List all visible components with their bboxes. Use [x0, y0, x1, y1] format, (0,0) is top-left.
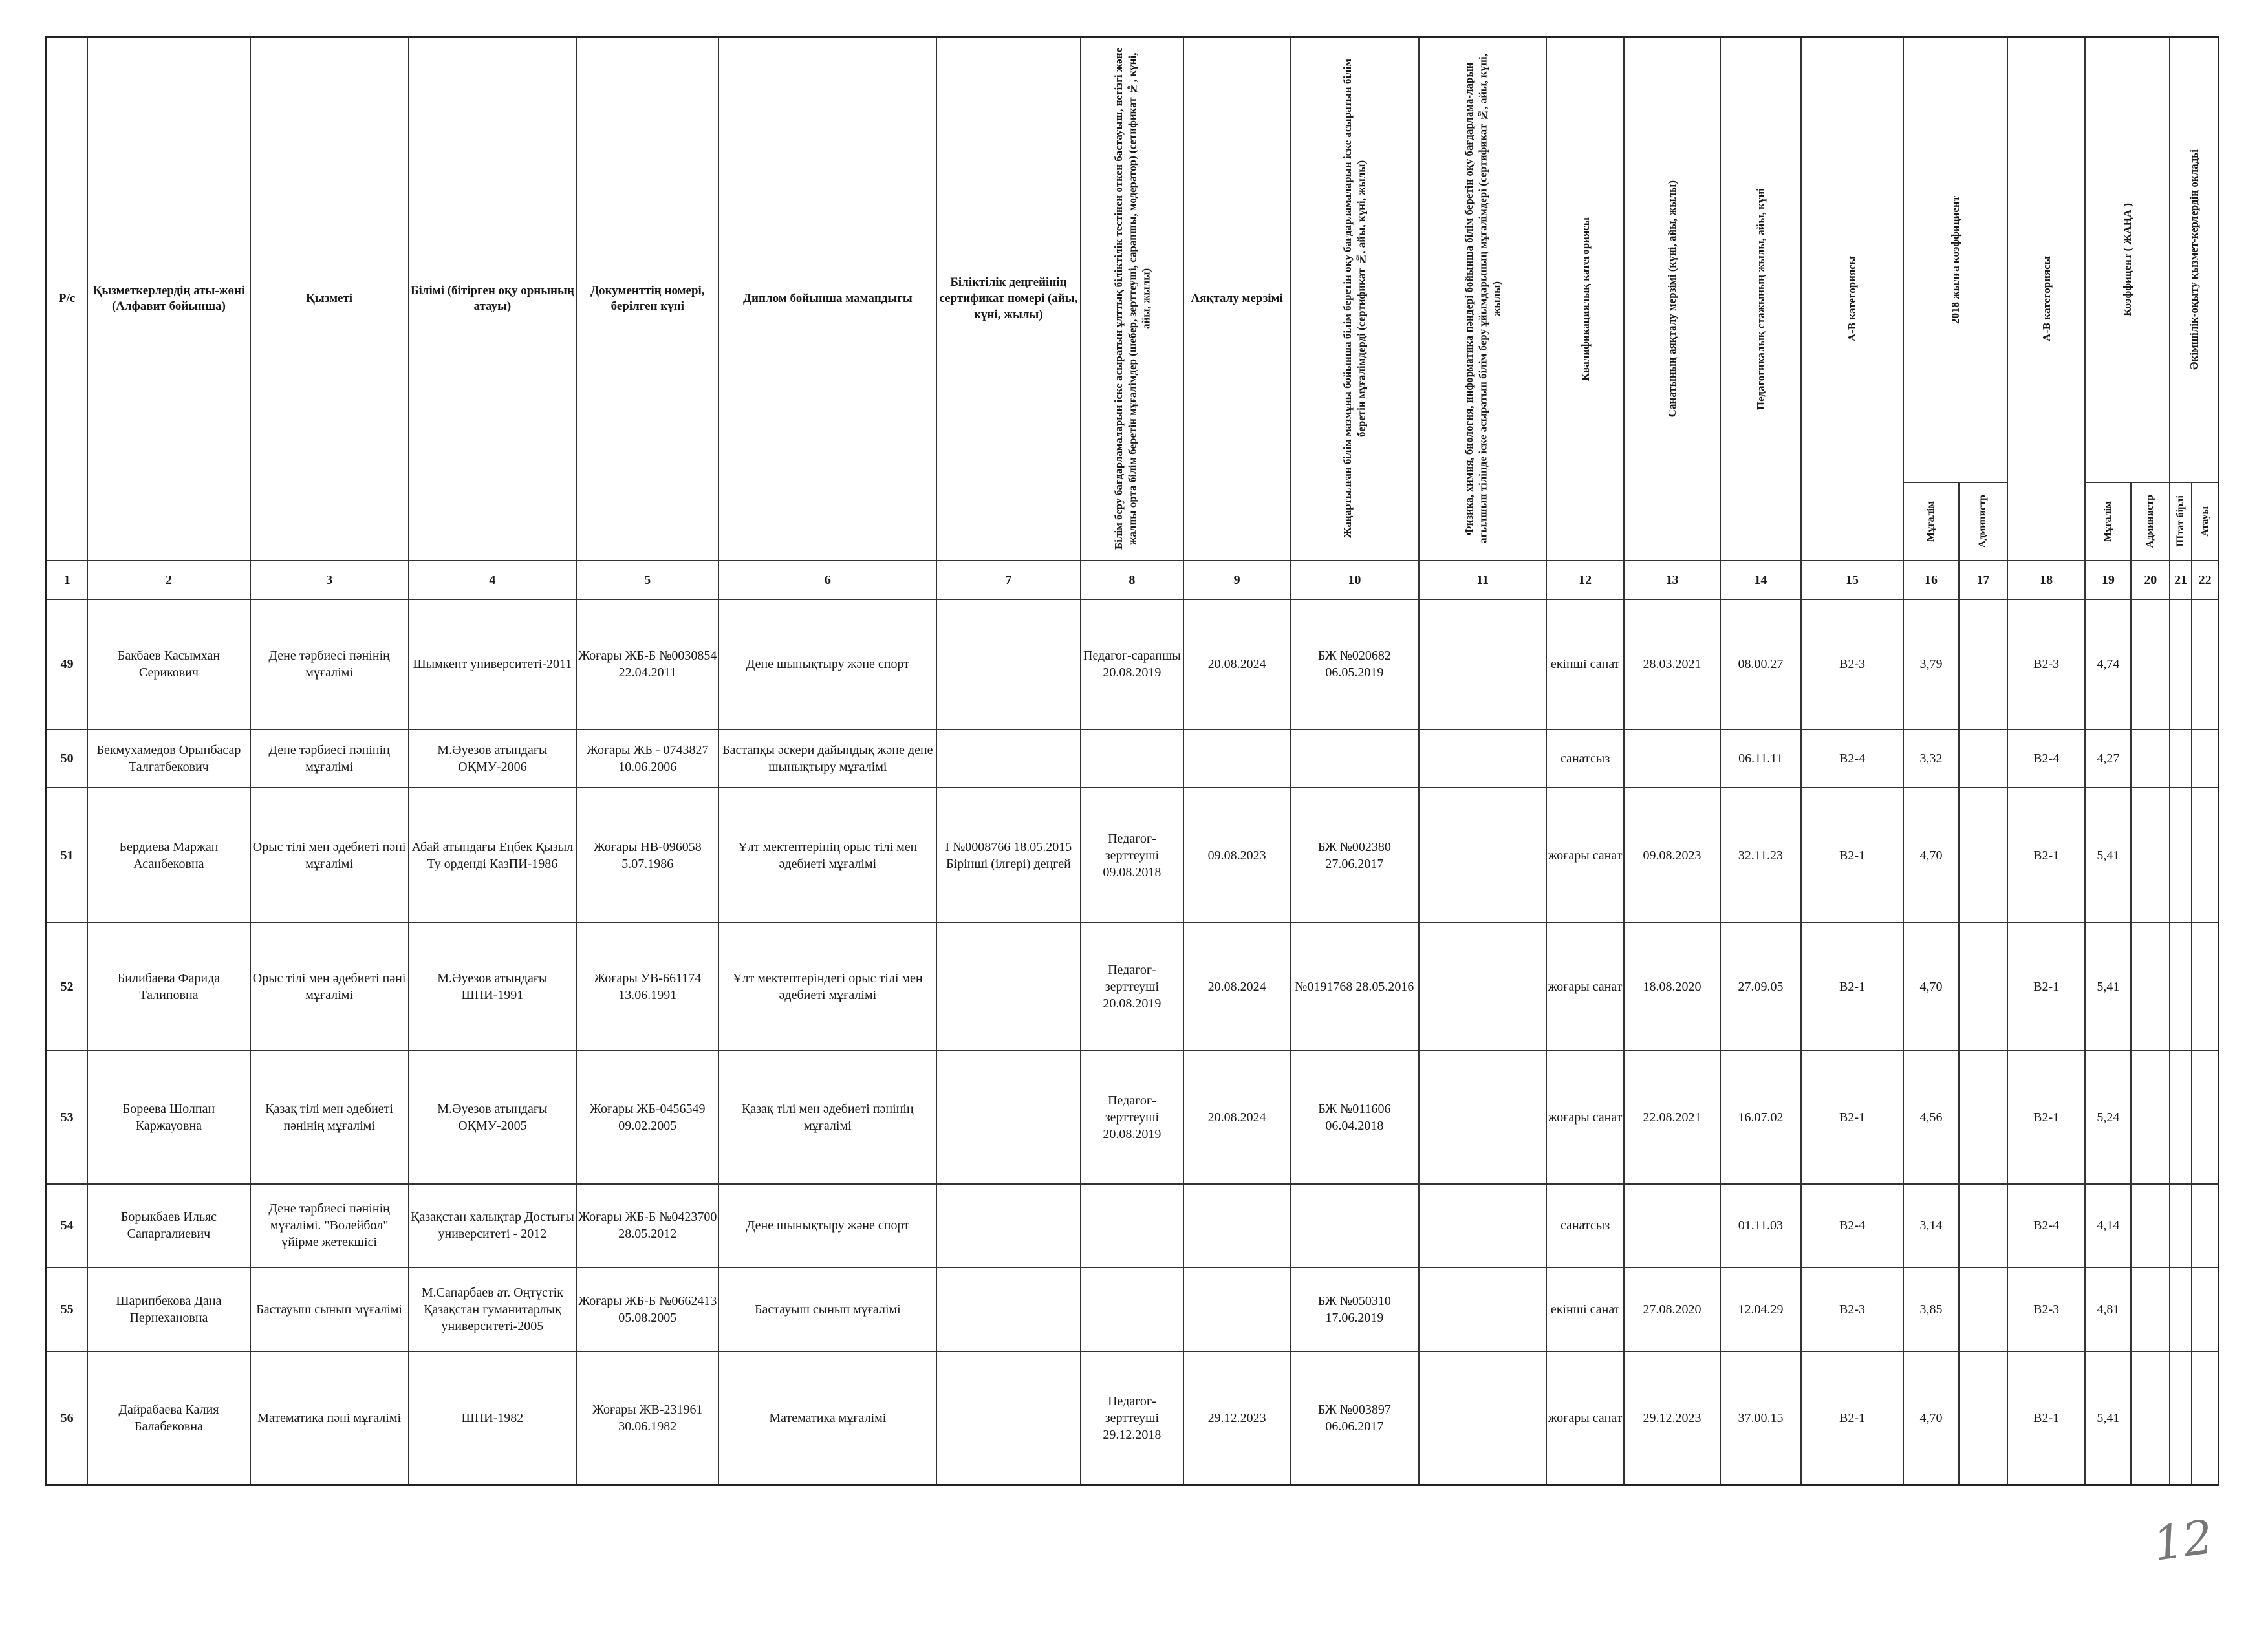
cell-position: Бастауыш сынып мұғалімі: [250, 1267, 409, 1352]
cell-end-date: [1183, 1267, 1290, 1352]
cell-position: Дене тәрбиесі пәнінің мұғалімі: [250, 599, 409, 729]
column-number: 5: [576, 561, 718, 599]
header-coef-2018-admin: Администр: [1977, 494, 1989, 548]
cell-staff-unit: [2170, 1267, 2192, 1352]
cell-qualification-category: жоғары санат: [1546, 923, 1623, 1050]
cell-updated-content-cert: [1290, 1184, 1419, 1267]
cell-qualification-cert: [936, 1184, 1080, 1267]
table-row: [47, 788, 2219, 923]
cell-staff-unit: [2170, 1184, 2192, 1267]
header-coef-2018-cell: [1903, 38, 2007, 482]
cell-qualification-category: жоғары санат: [1546, 1051, 1623, 1184]
header-coef-new-cell: [2085, 38, 2170, 482]
cell-coef-new-teacher: 4,27: [2085, 729, 2131, 788]
cell-position: Орыс тілі мен әдебиеті пәні мұғалімі: [250, 788, 409, 923]
cell-title: [2192, 729, 2218, 788]
cell-employee-name: Бердиева Маржан Асанбековна: [87, 788, 250, 923]
cell-row-number: 51: [47, 788, 88, 923]
cell-diploma-specialty: Бастапқы әскери дайындық және дене шынықтыру мұғалімі: [718, 729, 936, 788]
header-coef-new-teacher: Мұғалім: [2102, 501, 2113, 542]
cell-ntt-certificate: [1081, 1184, 1184, 1267]
cell-coef-2018-teacher: 4,70: [1903, 1351, 1958, 1485]
cell-ntt-certificate: Педагог-сарапшы 20.08.2019: [1081, 599, 1184, 729]
table-row: [47, 599, 2219, 729]
cell-updated-content-cert: №0191768 28.05.2016: [1290, 923, 1419, 1050]
cell-ab-category: B2-1: [1801, 923, 1904, 1050]
cell-end-date: [1183, 729, 1290, 788]
cell-diploma-specialty: Бастауыш сынып мұғалімі: [718, 1267, 936, 1352]
cell-updated-content-cert: [1290, 729, 1419, 788]
cell-row-number: 55: [47, 1267, 88, 1352]
cell-english-subjects-cert: [1419, 1184, 1547, 1267]
cell-coef-2018-admin: [1959, 599, 2007, 729]
cell-ab-category: B2-3: [1801, 599, 1904, 729]
cell-education: Қазақстан халықтар Достығы университеті - 2012: [409, 1184, 576, 1267]
column-number: 6: [718, 561, 936, 599]
cell-coef-new-teacher: 4,74: [2085, 599, 2131, 729]
cell-qualification-category: санатсыз: [1546, 729, 1623, 788]
header-ntt-cell: [1081, 38, 1184, 561]
header-end-date: Аяқталу мерзімі: [1183, 38, 1290, 561]
header-qualification-category-cell: [1546, 38, 1623, 561]
header-coef-new-admin: Администр: [2144, 494, 2156, 548]
cell-coef-new-teacher: 5,41: [2085, 1351, 2131, 1485]
header-coef-2018-teacher-cell: [1903, 482, 1958, 561]
column-number: 3: [250, 561, 409, 599]
column-number: 2: [87, 561, 250, 599]
cell-title: [2192, 1051, 2218, 1184]
cell-diploma-specialty: Математика мұғалімі: [718, 1351, 936, 1485]
column-number: 4: [409, 561, 576, 599]
cell-coef-new-admin: [2131, 788, 2170, 923]
cell-category-end-date: 22.08.2021: [1624, 1051, 1720, 1184]
cell-title: [2192, 923, 2218, 1050]
cell-position: Дене тәрбиесі пәнінің мұғалімі: [250, 729, 409, 788]
cell-row-number: 49: [47, 599, 88, 729]
cell-end-date: 09.08.2023: [1183, 788, 1290, 923]
cell-title: [2192, 1267, 2218, 1352]
cell-education: Шымкент университеті-2011: [409, 599, 576, 729]
header-qualification-category: Квалификациялық категориясы: [1579, 217, 1592, 381]
cell-coef-new-teacher: 4,14: [2085, 1184, 2131, 1267]
cell-category-end-date: 28.03.2021: [1624, 599, 1720, 729]
cell-qualification-cert: [936, 599, 1080, 729]
table-header: [47, 38, 2219, 599]
header-updated-content: Жаңартылған білім мазмұны бойынша білім беретін оқу бағдарламаларын іске асыратын білім беретін мұғалімдерді (сертификат №, айы, күні, жылы): [1341, 59, 1368, 539]
cell-document-number: Жоғары ЖВ-231961 30.06.1982: [576, 1351, 718, 1485]
cell-coef-new-admin: [2131, 729, 2170, 788]
cell-category-end-date: 09.08.2023: [1624, 788, 1720, 923]
cell-coef-new-admin: [2131, 1351, 2170, 1485]
cell-ab-category-2: B2-1: [2007, 788, 2085, 923]
cell-teaching-experience: 32.11.23: [1720, 788, 1801, 923]
cell-employee-name: Бореева Шолпан Каржауовна: [87, 1051, 250, 1184]
cell-qualification-cert: [936, 1267, 1080, 1352]
cell-ntt-certificate: Педагог-зерттеуші 20.08.2019: [1081, 923, 1184, 1050]
cell-position: Дене тәрбиесі пәнінің мұғалімі. "Волейбол" үйірме жетекшісі: [250, 1184, 409, 1267]
cell-education: М.Сапарбаев ат. Оңтүстік Қазақстан гуманитарлық университеті-2005: [409, 1267, 576, 1352]
cell-updated-content-cert: БЖ №002380 27.06.2017: [1290, 788, 1419, 923]
cell-teaching-experience: 16.07.02: [1720, 1051, 1801, 1184]
header-admin-salary: Әкімшілік-оқыту қызмет-керлердің окладьі: [2187, 149, 2200, 371]
cell-ab-category: B2-1: [1801, 1351, 1904, 1485]
cell-employee-name: Билибаева Фарида Талиповна: [87, 923, 250, 1050]
cell-coef-new-admin: [2131, 923, 2170, 1050]
cell-document-number: Жоғары ЖБ - 0743827 10.06.2006: [576, 729, 718, 788]
header-position: Қызметі: [250, 38, 409, 561]
column-number: 10: [1290, 561, 1419, 599]
cell-coef-2018-teacher: 3,32: [1903, 729, 1958, 788]
cell-employee-name: Дайрабаева Калия Балабековна: [87, 1351, 250, 1485]
cell-english-subjects-cert: [1419, 1267, 1547, 1352]
cell-category-end-date: [1624, 729, 1720, 788]
header-education: Білімі (бітірген оқу орнының атауы): [409, 38, 576, 561]
cell-education: М.Әуезов атындағы ОҚМУ-2006: [409, 729, 576, 788]
column-number: 13: [1624, 561, 1720, 599]
cell-ab-category: B2-1: [1801, 1051, 1904, 1184]
column-number: 19: [2085, 561, 2131, 599]
cell-staff-unit: [2170, 729, 2192, 788]
header-row-number: Р/с: [47, 38, 88, 561]
header-ab-category: А-В категориясы: [1846, 256, 1859, 342]
cell-coef-2018-admin: [1959, 788, 2007, 923]
table-body: [47, 599, 2219, 1485]
cell-qualification-category: санатсыз: [1546, 1184, 1623, 1267]
cell-document-number: Жоғары УВ-661174 13.06.1991: [576, 923, 718, 1050]
cell-ntt-certificate: Педагог-зерттеуші 29.12.2018: [1081, 1351, 1184, 1485]
cell-qualification-cert: I №0008766 18.05.2015 Бірінші (ілгері) деңгей: [936, 788, 1080, 923]
cell-coef-2018-teacher: 4,70: [1903, 788, 1958, 923]
cell-coef-2018-teacher: 4,56: [1903, 1051, 1958, 1184]
cell-coef-new-teacher: 4,81: [2085, 1267, 2131, 1352]
cell-qualification-cert: [936, 729, 1080, 788]
header-updated-content-cell: [1290, 38, 1419, 561]
cell-english-subjects-cert: [1419, 1351, 1547, 1485]
cell-coef-new-teacher: 5,24: [2085, 1051, 2131, 1184]
cell-english-subjects-cert: [1419, 788, 1547, 923]
cell-diploma-specialty: Дене шынықтыру және спорт: [718, 1184, 936, 1267]
column-number: 15: [1801, 561, 1904, 599]
header-coef-new-teacher-cell: [2085, 482, 2131, 561]
cell-english-subjects-cert: [1419, 729, 1547, 788]
cell-employee-name: Шарипбекова Дана Пернехановна: [87, 1267, 250, 1352]
cell-qualification-cert: [936, 1351, 1080, 1485]
staff-table: [45, 36, 2219, 1486]
cell-ntt-certificate: [1081, 1267, 1184, 1352]
column-number: 17: [1959, 561, 2007, 599]
cell-end-date: 29.12.2023: [1183, 1351, 1290, 1485]
cell-employee-name: Борыкбаев Ильяс Сапаргалиевич: [87, 1184, 250, 1267]
column-number: 12: [1546, 561, 1623, 599]
column-number: 22: [2192, 561, 2218, 599]
header-english-subjects: Физика, химия, биология, информатика пәндері бойынша білім беретін оқу бағдарлама-ларын ағылшын тілінде іске асыратын білім беру ұйымдарының мұғалімдері (сертификат №, айы, күні, жылы): [1462, 54, 1503, 544]
cell-ab-category: B2-3: [1801, 1267, 1904, 1352]
cell-ntt-certificate: Педагог-зерттеуші 20.08.2019: [1081, 1051, 1184, 1184]
cell-document-number: Жоғары ЖБ-Б №0030854 22.04.2011: [576, 599, 718, 729]
cell-coef-new-admin: [2131, 599, 2170, 729]
column-number: 18: [2007, 561, 2085, 599]
cell-document-number: Жоғары НВ-096058 5.07.1986: [576, 788, 718, 923]
header-category-end-cell: [1624, 38, 1720, 561]
header-experience: Педагогикалық стажының жылы, айы, күні: [1754, 188, 1767, 410]
header-category-end: Санатының аяқталу мерзімі (күні, айы, жылы): [1665, 180, 1678, 418]
header-coef-2018-teacher: Мұғалім: [1925, 501, 1937, 542]
cell-updated-content-cert: БЖ №050310 17.06.2019: [1290, 1267, 1419, 1352]
column-number: 14: [1720, 561, 1801, 599]
cell-coef-2018-admin: [1959, 1051, 2007, 1184]
cell-category-end-date: 18.08.2020: [1624, 923, 1720, 1050]
cell-end-date: 20.08.2024: [1183, 599, 1290, 729]
cell-ab-category-2: B2-3: [2007, 599, 2085, 729]
cell-position: Орыс тілі мен әдебиеті пәні мұғалімі: [250, 923, 409, 1050]
column-number: 11: [1419, 561, 1547, 599]
cell-document-number: Жоғары ЖБ-Б №0662413 05.08.2005: [576, 1267, 718, 1352]
header-coef-2018-admin-cell: [1959, 482, 2007, 561]
column-number: 20: [2131, 561, 2170, 599]
cell-staff-unit: [2170, 599, 2192, 729]
cell-diploma-specialty: Ұлт мектептерінің орыс тілі мен әдебиеті мұғалімі: [718, 788, 936, 923]
cell-document-number: Жоғары ЖБ-Б №0423700 28.05.2012: [576, 1184, 718, 1267]
cell-diploma-specialty: Ұлт мектептеріндегі орыс тілі мен әдебиеті мұғалімі: [718, 923, 936, 1050]
cell-end-date: [1183, 1184, 1290, 1267]
cell-diploma-specialty: Қазақ тілі мен әдебиеті пәнінің мұғалімі: [718, 1051, 936, 1184]
cell-qualification-category: жоғары санат: [1546, 1351, 1623, 1485]
cell-teaching-experience: 01.11.03: [1720, 1184, 1801, 1267]
header-coef-new: Коэффицент ( ЖАҢА ): [2121, 203, 2134, 317]
header-qualification-cert: Біліктілік деңгейінің сертификат номері (айы, күні, жылы): [936, 38, 1080, 561]
table-row: [47, 1351, 2219, 1485]
cell-ab-category: B2-4: [1801, 1184, 1904, 1267]
cell-teaching-experience: 06.11.11: [1720, 729, 1801, 788]
cell-document-number: Жоғары ЖБ-0456549 09.02.2005: [576, 1051, 718, 1184]
column-number: 16: [1903, 561, 1958, 599]
cell-coef-2018-teacher: 3,85: [1903, 1267, 1958, 1352]
header-staff-unit-cell: [2170, 482, 2192, 561]
cell-ab-category-2: B2-1: [2007, 1051, 2085, 1184]
cell-staff-unit: [2170, 788, 2192, 923]
cell-teaching-experience: 12.04.29: [1720, 1267, 1801, 1352]
header-english-subjects-cell: [1419, 38, 1547, 561]
cell-coef-2018-admin: [1959, 1184, 2007, 1267]
header-specialty: Диплом бойынша мамандығы: [718, 38, 936, 561]
cell-coef-2018-teacher: 3,79: [1903, 599, 1958, 729]
cell-updated-content-cert: БЖ №020682 06.05.2019: [1290, 599, 1419, 729]
cell-coef-new-admin: [2131, 1051, 2170, 1184]
header-ab-category-2-cell: [2007, 38, 2085, 561]
cell-staff-unit: [2170, 923, 2192, 1050]
cell-qualification-category: жоғары санат: [1546, 788, 1623, 923]
header-coef-new-admin-cell: [2131, 482, 2170, 561]
cell-title: [2192, 1184, 2218, 1267]
cell-title: [2192, 1351, 2218, 1485]
column-number-row: [47, 561, 2219, 599]
table-row: [47, 1267, 2219, 1352]
cell-education: М.Әуезов атындағы ОҚМУ-2005: [409, 1051, 576, 1184]
cell-coef-2018-admin: [1959, 1267, 2007, 1352]
cell-staff-unit: [2170, 1351, 2192, 1485]
cell-teaching-experience: 08.00.27: [1720, 599, 1801, 729]
cell-ntt-certificate: Педагог-зерттеуші 09.08.2018: [1081, 788, 1184, 923]
column-number: 8: [1081, 561, 1184, 599]
column-number: 7: [936, 561, 1080, 599]
cell-staff-unit: [2170, 1051, 2192, 1184]
table-row: [47, 1184, 2219, 1267]
header-coef-2018: 2018 жылға коэффициент: [1949, 195, 1961, 324]
cell-teaching-experience: 37.00.15: [1720, 1351, 1801, 1485]
header-document: Документтің номері, берілген күні: [576, 38, 718, 561]
cell-row-number: 56: [47, 1351, 88, 1485]
cell-coef-2018-admin: [1959, 923, 2007, 1050]
header-ab-category-cell: [1801, 38, 1904, 561]
header-ab-category-2: А-В категориясы: [2040, 256, 2053, 342]
cell-education: ШПИ-1982: [409, 1351, 576, 1485]
cell-coef-2018-teacher: 3,14: [1903, 1184, 1958, 1267]
cell-ab-category-2: B2-1: [2007, 923, 2085, 1050]
cell-coef-new-admin: [2131, 1184, 2170, 1267]
cell-qualification-category: екінші санат: [1546, 599, 1623, 729]
cell-coef-new-teacher: 5,41: [2085, 923, 2131, 1050]
cell-qualification-cert: [936, 923, 1080, 1050]
handwritten-page-number: 12: [2150, 1509, 2217, 1571]
cell-english-subjects-cert: [1419, 923, 1547, 1050]
header-ntt: Білім беру бағдарламаларын іске асыратын ұлттық біліктілік тестінен өткен бастауыш, негізгі және жалпы орта білім беретін мұғалімдер (шебер, зерттеуші, сарапшы, модератор) (сетификат №, күні, айы, жылы): [1112, 48, 1152, 550]
cell-row-number: 52: [47, 923, 88, 1050]
cell-coef-2018-admin: [1959, 1351, 2007, 1485]
cell-teaching-experience: 27.09.05: [1720, 923, 1801, 1050]
header-title: Атауы: [2199, 506, 2210, 537]
column-number: 1: [47, 561, 88, 599]
cell-coef-2018-teacher: 4,70: [1903, 923, 1958, 1050]
header-experience-cell: [1720, 38, 1801, 561]
cell-coef-2018-admin: [1959, 729, 2007, 788]
table-row: [47, 923, 2219, 1050]
cell-category-end-date: 27.08.2020: [1624, 1267, 1720, 1352]
cell-coef-new-teacher: 5,41: [2085, 788, 2131, 923]
table-row: [47, 729, 2219, 788]
header-admin-salary-cell: [2170, 38, 2218, 482]
document-sheet: [45, 36, 2219, 1486]
cell-ntt-certificate: [1081, 729, 1184, 788]
table-row: [47, 1051, 2219, 1184]
header-staff-unit: Штат бірлі: [2175, 495, 2187, 547]
cell-ab-category-2: B2-1: [2007, 1351, 2085, 1485]
cell-qualification-category: екінші санат: [1546, 1267, 1623, 1352]
cell-ab-category-2: B2-4: [2007, 729, 2085, 788]
cell-end-date: 20.08.2024: [1183, 1051, 1290, 1184]
column-number: 9: [1183, 561, 1290, 599]
cell-education: М.Әуезов атындағы ШПИ-1991: [409, 923, 576, 1050]
cell-updated-content-cert: БЖ №003897 06.06.2017: [1290, 1351, 1419, 1485]
cell-row-number: 53: [47, 1051, 88, 1184]
cell-category-end-date: [1624, 1184, 1720, 1267]
cell-ab-category-2: B2-4: [2007, 1184, 2085, 1267]
cell-title: [2192, 599, 2218, 729]
cell-updated-content-cert: БЖ №011606 06.04.2018: [1290, 1051, 1419, 1184]
cell-diploma-specialty: Дене шынықтыру және спорт: [718, 599, 936, 729]
cell-ab-category: B2-4: [1801, 729, 1904, 788]
cell-ab-category: B2-1: [1801, 788, 1904, 923]
cell-ab-category-2: B2-3: [2007, 1267, 2085, 1352]
cell-title: [2192, 788, 2218, 923]
cell-row-number: 50: [47, 729, 88, 788]
cell-coef-new-admin: [2131, 1267, 2170, 1352]
cell-education: Абай атындағы Еңбек Қызыл Ту орденді КазПИ-1986: [409, 788, 576, 923]
cell-row-number: 54: [47, 1184, 88, 1267]
header-full-name: Қызметкерлердің аты-жөні (Алфавит бойынша): [87, 38, 250, 561]
cell-employee-name: Бакбаев Касымхан Серикович: [87, 599, 250, 729]
cell-qualification-cert: [936, 1051, 1080, 1184]
cell-english-subjects-cert: [1419, 599, 1547, 729]
header-title-cell: [2192, 482, 2218, 561]
cell-position: Қазақ тілі мен әдебиеті пәнінің мұғалімі: [250, 1051, 409, 1184]
cell-employee-name: Бекмухамедов Орынбасар Талгатбекович: [87, 729, 250, 788]
cell-category-end-date: 29.12.2023: [1624, 1351, 1720, 1485]
cell-end-date: 20.08.2024: [1183, 923, 1290, 1050]
cell-english-subjects-cert: [1419, 1051, 1547, 1184]
cell-position: Математика пәні мұғалімі: [250, 1351, 409, 1485]
column-number: 21: [2170, 561, 2192, 599]
